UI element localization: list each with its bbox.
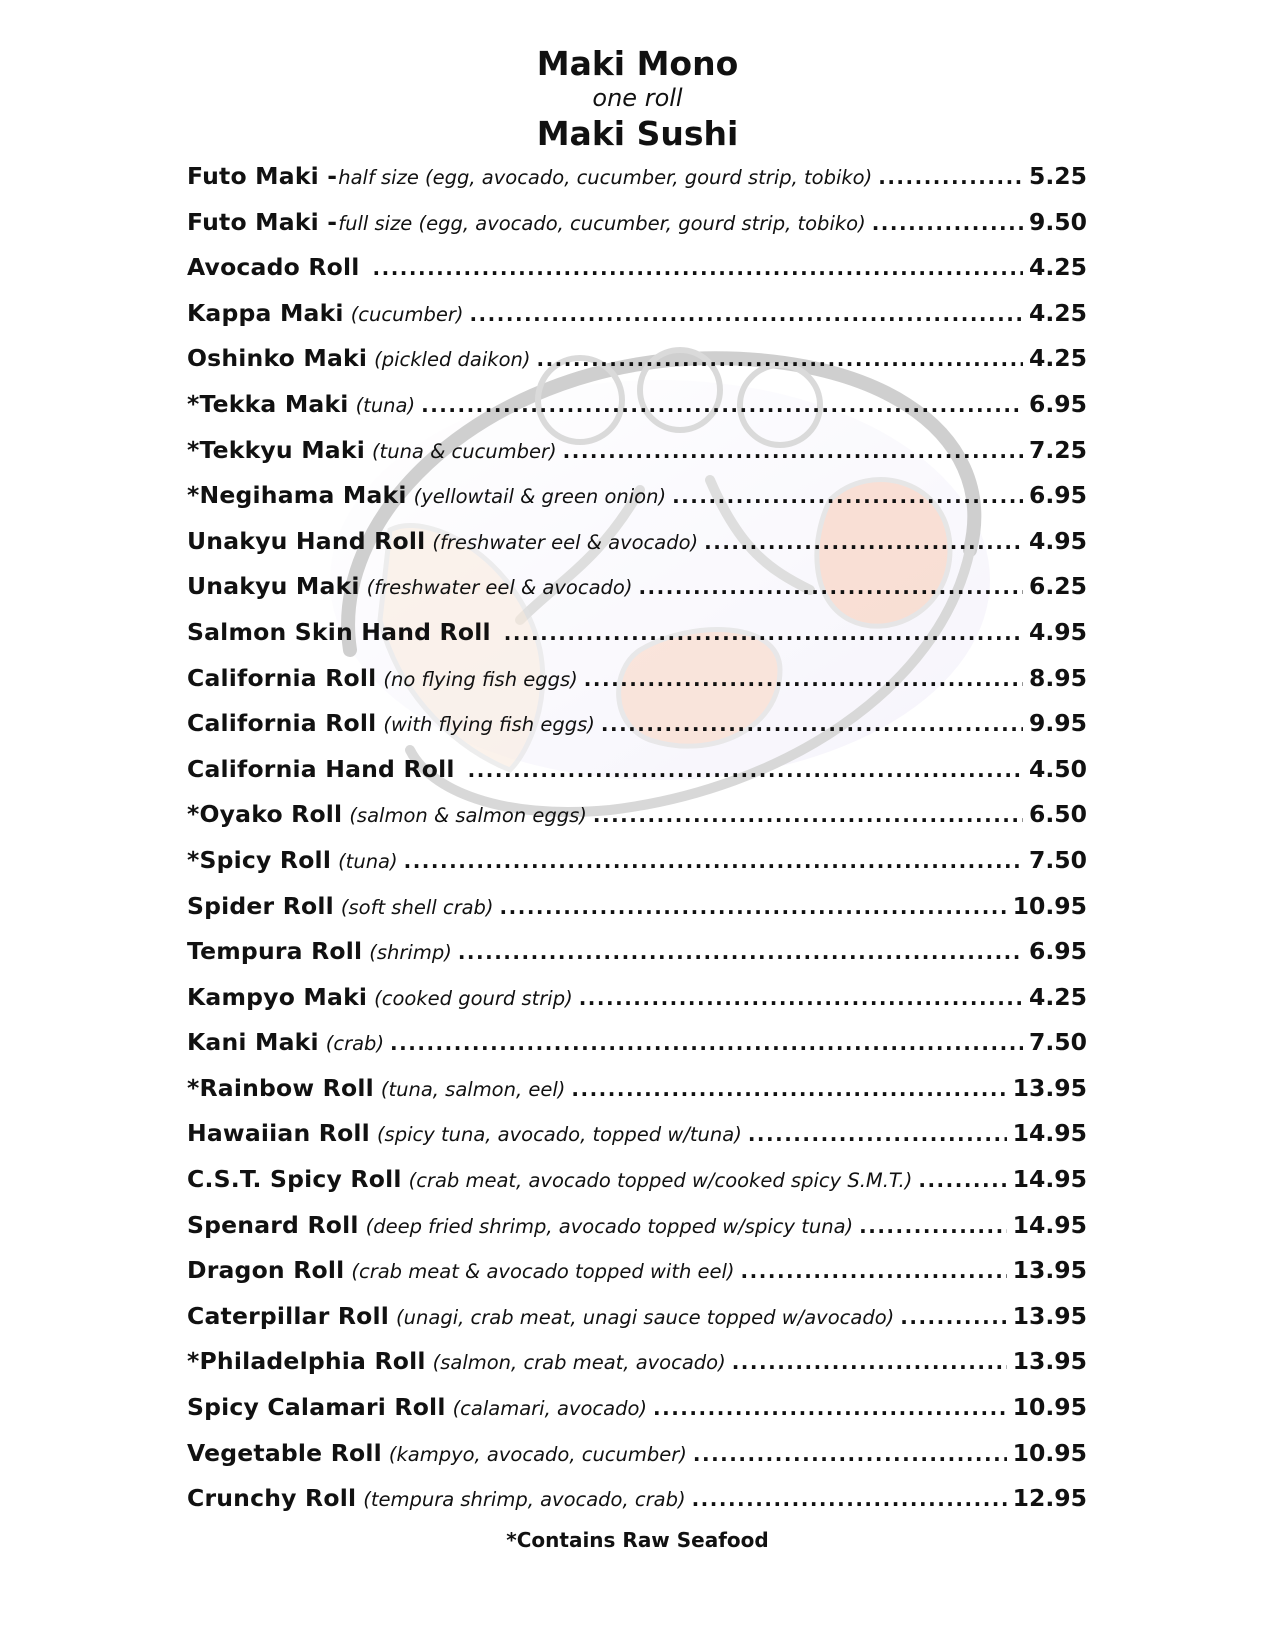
menu-item	[187, 1484, 1087, 1530]
item-name: C.S.T. Spicy Roll	[187, 1165, 402, 1194]
item-description: (salmon, crab meat, avocado)	[432, 1351, 726, 1375]
item-description: (no flying fish eggs)	[383, 667, 578, 691]
dot-leader	[373, 256, 1024, 280]
item-description: (freshwater eel & avocado)	[432, 530, 699, 554]
dot-leader	[421, 393, 1023, 417]
item-description: (yellowtail & green onion)	[413, 485, 667, 509]
dot-leader	[900, 1305, 1006, 1329]
dot-leader	[571, 1077, 1006, 1101]
item-description: (crab meat & avocado topped with eel)	[351, 1260, 735, 1284]
item-price: 9.50	[1029, 207, 1087, 236]
item-description: half size (egg, avocado, cucumber, gourd strip, tobiko)	[338, 166, 873, 189]
item-price: 13.95	[1012, 1256, 1087, 1285]
item-description: (spicy tuna, avocado, topped w/tuna)	[376, 1123, 742, 1147]
menu-item	[187, 162, 1087, 208]
item-description: full size (egg, avocado, cucumber, gourd strip, tobiko)	[338, 211, 866, 235]
menu-item	[187, 527, 1087, 573]
item-name: Futo Maki -	[187, 162, 338, 190]
dot-leader	[748, 1122, 1007, 1146]
menu-item	[187, 436, 1087, 482]
item-name: Unakyu Maki	[187, 572, 360, 601]
item-price: 14.95	[1012, 1119, 1087, 1148]
dot-leader	[859, 1214, 1007, 1238]
item-name: California Hand Roll	[187, 754, 455, 783]
item-description: (tuna)	[355, 393, 416, 417]
item-price: 7.50	[1029, 1028, 1087, 1057]
item-name: Tempura Roll	[187, 937, 363, 966]
item-name: Hawaiian Roll	[187, 1119, 370, 1148]
item-name: Caterpillar Roll	[187, 1301, 390, 1330]
item-price: 6.95	[1029, 937, 1087, 966]
menu-item	[187, 1074, 1087, 1120]
menu-item	[187, 664, 1087, 710]
item-price: 10.95	[1012, 1393, 1087, 1422]
item-name: Salmon Skin Hand Roll	[187, 617, 491, 646]
item-price: 7.50	[1029, 845, 1087, 874]
item-price: 13.95	[1012, 1347, 1087, 1376]
item-description: (calamari, avocado)	[452, 1397, 648, 1421]
item-description: (salmon & salmon eggs)	[349, 804, 587, 828]
item-name: Vegetable Roll	[187, 1438, 382, 1467]
menu-item	[187, 1347, 1087, 1393]
dot-leader	[672, 484, 1023, 508]
menu-item	[187, 253, 1087, 299]
menu-item	[187, 1028, 1087, 1074]
item-name: California Roll	[187, 663, 377, 692]
dot-leader	[693, 1442, 1007, 1466]
dot-leader	[469, 302, 1023, 326]
item-name: Spider Roll	[187, 891, 334, 920]
menu-item	[187, 846, 1087, 892]
item-price: 7.25	[1029, 435, 1087, 464]
dot-leader	[601, 712, 1023, 736]
dot-leader	[878, 165, 1023, 189]
menu-item	[187, 983, 1087, 1029]
item-price: 13.95	[1012, 1301, 1087, 1330]
dot-leader	[653, 1396, 1007, 1420]
item-description: (pickled daikon)	[374, 348, 531, 372]
item-description: (crab)	[325, 1032, 385, 1056]
item-description: (unagi, crab meat, unagi sauce topped w/avocado)	[396, 1305, 895, 1329]
menu-item	[187, 892, 1087, 938]
item-name: California Roll	[187, 709, 377, 738]
dot-leader	[404, 849, 1023, 873]
dot-leader	[638, 575, 1023, 599]
item-name: *Rainbow Roll	[187, 1073, 374, 1102]
dot-leader	[584, 667, 1023, 691]
dot-leader	[704, 530, 1023, 554]
item-price: 4.25	[1029, 344, 1087, 373]
item-description: (freshwater eel & avocado)	[366, 576, 633, 600]
page-subtitle: one roll	[592, 84, 683, 112]
item-price: 5.25	[1029, 162, 1087, 190]
menu-item	[187, 390, 1087, 436]
menu-item	[187, 709, 1087, 755]
section-title: Maki Sushi	[536, 114, 739, 153]
item-description: (tuna)	[338, 849, 398, 873]
item-name: Kani Maki	[187, 1028, 319, 1057]
item-description: (cooked gourd strip)	[374, 986, 573, 1010]
item-description: (cucumber)	[350, 302, 464, 326]
menu-item	[187, 1256, 1087, 1302]
item-description: (crab meat, avocado topped w/cooked spicy S.M.T.)	[408, 1169, 913, 1193]
dot-leader	[563, 439, 1023, 463]
item-name: Spicy Calamari Roll	[187, 1393, 446, 1422]
dot-leader	[593, 803, 1023, 827]
dot-leader	[872, 211, 1023, 235]
item-name: Dragon Roll	[187, 1256, 345, 1285]
item-price: 14.95	[1012, 1210, 1087, 1239]
item-price: 4.25	[1029, 982, 1087, 1011]
item-price: 4.50	[1029, 754, 1087, 783]
menu-item	[187, 618, 1087, 664]
menu-item	[187, 937, 1087, 983]
item-description: (shrimp)	[369, 941, 452, 965]
dot-leader	[918, 1168, 1006, 1192]
item-description: (with flying fish eggs)	[383, 713, 595, 737]
item-price: 6.25	[1029, 572, 1087, 601]
item-price: 6.95	[1029, 389, 1087, 418]
item-name: *Tekkyu Maki	[187, 435, 365, 464]
menu-item	[187, 1439, 1087, 1485]
item-name: Unakyu Hand Roll	[187, 526, 426, 555]
item-name: *Negihama Maki	[187, 481, 407, 510]
item-description: (deep fried shrimp, avocado topped w/spicy tuna)	[365, 1214, 854, 1238]
menu-item	[187, 1211, 1087, 1257]
item-price: 10.95	[1012, 1438, 1087, 1467]
menu-item	[187, 1119, 1087, 1165]
dot-leader	[468, 758, 1023, 782]
menu-item	[187, 208, 1087, 254]
item-price: 6.95	[1029, 481, 1087, 510]
menu-item	[187, 344, 1087, 390]
item-name: Spenard Roll	[187, 1210, 359, 1239]
dot-leader	[458, 940, 1023, 964]
menu-item	[187, 481, 1087, 527]
item-name: Avocado Roll	[187, 253, 360, 282]
menu-list	[187, 162, 1087, 1530]
menu-item	[187, 572, 1087, 618]
dot-leader	[500, 895, 1007, 919]
dot-leader	[579, 986, 1023, 1010]
item-name: *Oyako Roll	[187, 800, 343, 829]
menu-item	[187, 755, 1087, 801]
item-price: 14.95	[1012, 1165, 1087, 1194]
page-title: Maki Mono	[536, 44, 739, 83]
item-name: Crunchy Roll	[187, 1484, 357, 1513]
item-price: 4.95	[1029, 617, 1087, 646]
item-price: 13.95	[1012, 1073, 1087, 1102]
dot-leader	[732, 1350, 1007, 1374]
item-price: 6.50	[1029, 800, 1087, 829]
item-description: (tuna, salmon, eel)	[380, 1077, 566, 1101]
menu-item	[187, 299, 1087, 345]
menu-item	[187, 1302, 1087, 1348]
dot-leader	[692, 1487, 1007, 1511]
item-description: (soft shell crab)	[340, 895, 494, 919]
raw-seafood-note: *Contains Raw Seafood	[506, 1528, 769, 1552]
item-name: Futo Maki -	[187, 207, 338, 236]
item-name: Oshinko Maki	[187, 344, 368, 373]
menu-item	[187, 1393, 1087, 1439]
item-price: 4.25	[1029, 298, 1087, 327]
dot-leader	[536, 347, 1023, 371]
item-name: Kappa Maki	[187, 298, 344, 327]
item-price: 12.95	[1012, 1484, 1087, 1513]
item-price: 4.25	[1029, 253, 1087, 282]
item-description: (kampyo, avocado, cucumber)	[388, 1442, 687, 1466]
dot-leader	[504, 621, 1023, 645]
item-price: 9.95	[1029, 709, 1087, 738]
item-name: *Philadelphia Roll	[187, 1347, 426, 1376]
item-name: Kampyo Maki	[187, 982, 368, 1011]
item-name: *Tekka Maki	[187, 389, 349, 418]
item-description: (tuna & cucumber)	[371, 439, 557, 463]
item-price: 8.95	[1029, 663, 1087, 692]
menu-header	[0, 44, 1275, 156]
item-description: (tempura shrimp, avocado, crab)	[363, 1488, 686, 1512]
dot-leader	[741, 1259, 1007, 1283]
menu-item	[187, 800, 1087, 846]
item-price: 4.95	[1029, 526, 1087, 555]
item-price: 10.95	[1012, 891, 1087, 920]
dot-leader	[390, 1031, 1023, 1055]
item-name: *Spicy Roll	[187, 845, 332, 874]
menu-item	[187, 1165, 1087, 1211]
